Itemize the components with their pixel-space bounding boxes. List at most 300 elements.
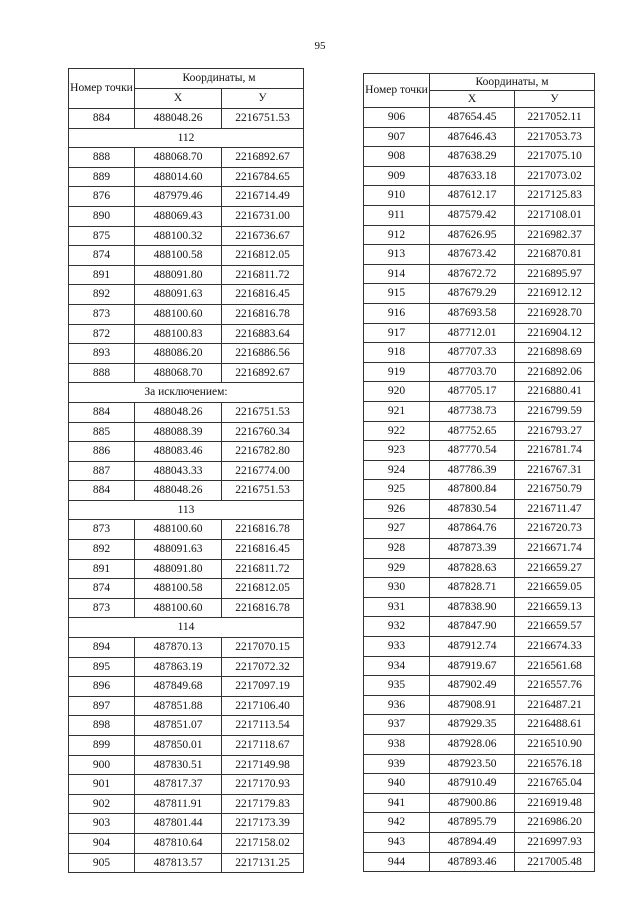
y-coordinate-cell: 2216781.74 [515,441,595,461]
point-number-cell: 893 [69,344,135,364]
y-coordinate-cell: 2216659.13 [515,597,595,617]
table-row [69,794,304,814]
table-row [69,814,304,834]
section-label: 112 [69,128,304,148]
point-number-cell: 928 [364,539,430,559]
table-row [364,108,595,128]
section-row [69,128,304,148]
x-coordinate-cell: 488100.58 [135,246,222,266]
x-coordinate-cell: 487638.29 [430,147,515,167]
table-row [364,656,595,676]
y-coordinate-cell: 2216561.68 [515,656,595,676]
x-coordinate-cell: 487847.90 [430,617,515,637]
table-row [364,558,595,578]
x-coordinate-cell: 487800.84 [430,480,515,500]
table-row [364,205,595,225]
point-number-cell: 884 [69,481,135,501]
table-row [69,696,304,716]
point-number-cell: 941 [364,793,430,813]
table-row [364,147,595,167]
x-coordinate-cell: 487633.18 [430,166,515,186]
point-number-cell: 896 [69,677,135,697]
y-coordinate-cell: 2216576.18 [515,754,595,774]
point-number-cell: 884 [69,109,135,129]
x-coordinate-cell: 487579.42 [430,205,515,225]
point-number-cell: 874 [69,579,135,599]
point-number-cell: 931 [364,597,430,617]
x-coordinate-cell: 488100.60 [135,520,222,540]
y-header: У [222,89,304,109]
x-coordinate-cell: 488043.33 [135,461,222,481]
table-row [364,480,595,500]
point-number-cell: 910 [364,186,430,206]
x-header: X [135,89,222,109]
x-coordinate-cell: 487830.51 [135,755,222,775]
point-number-cell: 934 [364,656,430,676]
y-coordinate-cell: 2216997.93 [515,832,595,852]
x-coordinate-cell: 488088.39 [135,422,222,442]
x-coordinate-cell: 488091.80 [135,559,222,579]
x-coordinate-cell: 487902.49 [430,676,515,696]
point-number-cell: 940 [364,774,430,794]
table-row [364,362,595,382]
table-row [69,853,304,873]
table-row [69,344,304,364]
table-row [364,637,595,657]
y-coordinate-cell: 2216731.00 [222,206,304,226]
point-number-cell: 942 [364,813,430,833]
x-header: X [430,91,515,108]
x-coordinate-cell: 487912.74 [430,637,515,657]
point-number-cell: 929 [364,558,430,578]
table-row [69,265,304,285]
y-coordinate-cell: 2217113.54 [222,716,304,736]
y-coordinate-cell: 2216751.53 [222,402,304,422]
y-coordinate-cell: 2216671.74 [515,539,595,559]
point-number-cell: 894 [69,638,135,658]
x-coordinate-cell: 487893.46 [430,852,515,872]
y-coordinate-cell: 2217072.32 [222,657,304,677]
table-row [364,597,595,617]
x-coordinate-cell: 487929.35 [430,715,515,735]
table-row [69,324,304,344]
table-row [69,304,304,324]
table-row [364,245,595,265]
coordinates-table-right [363,73,595,872]
table-row [364,499,595,519]
table-row [364,421,595,441]
y-coordinate-cell: 2216816.45 [222,285,304,305]
table-row [364,186,595,206]
y-coordinate-cell: 2217108.01 [515,205,595,225]
table-row [364,676,595,696]
point-number-cell: 943 [364,832,430,852]
table-row [69,442,304,462]
point-number-cell: 885 [69,422,135,442]
point-number-cell: 884 [69,402,135,422]
y-coordinate-cell: 2217097.19 [222,677,304,697]
table-row [364,813,595,833]
table-row [364,832,595,852]
point-number-cell: 919 [364,362,430,382]
x-coordinate-cell: 487679.29 [430,284,515,304]
y-coordinate-cell: 2216816.78 [222,598,304,618]
table-row [69,246,304,266]
y-coordinate-cell: 2216751.53 [222,481,304,501]
x-coordinate-cell: 487817.37 [135,775,222,795]
x-coordinate-cell: 487919.67 [430,656,515,676]
point-number-cell: 905 [69,853,135,873]
point-number-cell: 887 [69,461,135,481]
table-row [69,187,304,207]
point-number-cell: 926 [364,499,430,519]
point-number-cell: 901 [69,775,135,795]
table-row [364,578,595,598]
point-number-cell: 913 [364,245,430,265]
point-number-cell: 935 [364,676,430,696]
point-number-cell: 921 [364,401,430,421]
point-number-cell: 900 [69,755,135,775]
y-coordinate-cell: 2216674.33 [515,637,595,657]
x-coordinate-cell: 487850.01 [135,736,222,756]
x-coordinate-cell: 487801.44 [135,814,222,834]
point-number-cell: 899 [69,736,135,756]
table-row [364,323,595,343]
y-coordinate-cell: 2216870.81 [515,245,595,265]
table-row [69,638,304,658]
y-coordinate-cell: 2217052.11 [515,108,595,128]
coordinates-header: Координаты, м [135,69,304,89]
point-number-cell: 891 [69,265,135,285]
table-row [69,226,304,246]
y-coordinate-cell: 2216751.53 [222,109,304,129]
point-number-header: Номер точки [364,74,430,108]
point-number-cell: 908 [364,147,430,167]
section-label: 113 [69,500,304,520]
table-row [364,695,595,715]
x-coordinate-cell: 488100.60 [135,304,222,324]
table-row [69,206,304,226]
point-number-cell: 873 [69,598,135,618]
table-row [69,657,304,677]
y-coordinate-cell: 2217073.02 [515,166,595,186]
x-coordinate-cell: 487693.58 [430,303,515,323]
point-number-cell: 909 [364,166,430,186]
point-number-cell: 874 [69,246,135,266]
y-coordinate-cell: 2216557.76 [515,676,595,696]
table-row [69,775,304,795]
x-coordinate-cell: 488100.60 [135,598,222,618]
y-coordinate-cell: 2217131.25 [222,853,304,873]
table-row [364,264,595,284]
x-coordinate-cell: 487838.90 [430,597,515,617]
x-coordinate-cell: 487851.88 [135,696,222,716]
point-number-cell: 889 [69,167,135,187]
x-coordinate-cell: 487626.95 [430,225,515,245]
y-coordinate-cell: 2216919.48 [515,793,595,813]
y-coordinate-cell: 2217118.67 [222,736,304,756]
y-coordinate-cell: 2216487.21 [515,695,595,715]
page-number: 95 [314,40,326,52]
point-number-cell: 891 [69,559,135,579]
table-row [69,755,304,775]
x-coordinate-cell: 487672.72 [430,264,515,284]
point-number-cell: 918 [364,343,430,363]
y-coordinate-cell: 2216793.27 [515,421,595,441]
point-number-cell: 911 [364,205,430,225]
table-row [69,598,304,618]
table-row [364,225,595,245]
x-coordinate-cell: 487851.07 [135,716,222,736]
y-coordinate-cell: 2216760.34 [222,422,304,442]
y-coordinate-cell: 2216883.64 [222,324,304,344]
y-coordinate-cell: 2216895.97 [515,264,595,284]
x-coordinate-cell: 487828.63 [430,558,515,578]
y-coordinate-cell: 2216812.05 [222,246,304,266]
y-header: У [515,91,595,108]
table-row [69,461,304,481]
y-coordinate-cell: 2217070.15 [222,638,304,658]
x-coordinate-cell: 488091.63 [135,540,222,560]
y-coordinate-cell: 2216720.73 [515,519,595,539]
y-coordinate-cell: 2217173.39 [222,814,304,834]
x-coordinate-cell: 487703.70 [430,362,515,382]
y-coordinate-cell: 2217149.98 [222,755,304,775]
table-row [364,715,595,735]
point-number-cell: 897 [69,696,135,716]
y-coordinate-cell: 2216736.67 [222,226,304,246]
table-row [69,109,304,129]
y-coordinate-cell: 2216892.67 [222,148,304,168]
x-coordinate-cell: 488083.46 [135,442,222,462]
y-coordinate-cell: 2216982.37 [515,225,595,245]
x-coordinate-cell: 487654.45 [430,108,515,128]
y-coordinate-cell: 2216986.20 [515,813,595,833]
y-coordinate-cell: 2216659.05 [515,578,595,598]
y-coordinate-cell: 2216659.57 [515,617,595,637]
x-coordinate-cell: 488048.26 [135,402,222,422]
x-coordinate-cell: 487770.54 [430,441,515,461]
table-row [69,677,304,697]
table-row [364,303,595,323]
table-row [69,540,304,560]
x-coordinate-cell: 487910.49 [430,774,515,794]
y-coordinate-cell: 2216811.72 [222,265,304,285]
y-coordinate-cell: 2217005.48 [515,852,595,872]
x-coordinate-cell: 488091.63 [135,285,222,305]
x-coordinate-cell: 487612.17 [430,186,515,206]
point-number-cell: 895 [69,657,135,677]
x-coordinate-cell: 488048.26 [135,481,222,501]
y-coordinate-cell: 2216811.72 [222,559,304,579]
y-coordinate-cell: 2216912.12 [515,284,595,304]
y-coordinate-cell: 2216784.65 [222,167,304,187]
point-number-cell: 917 [364,323,430,343]
point-number-cell: 888 [69,363,135,383]
y-coordinate-cell: 2216765.04 [515,774,595,794]
table-row [69,402,304,422]
point-number-cell: 937 [364,715,430,735]
x-coordinate-cell: 488100.32 [135,226,222,246]
point-number-header: Номер точки [69,69,135,109]
x-coordinate-cell: 487894.49 [430,832,515,852]
point-number-cell: 875 [69,226,135,246]
x-coordinate-cell: 488068.70 [135,148,222,168]
y-coordinate-cell: 2216659.27 [515,558,595,578]
x-coordinate-cell: 488048.26 [135,109,222,129]
y-coordinate-cell: 2216816.78 [222,520,304,540]
y-coordinate-cell: 2217106.40 [222,696,304,716]
section-row [69,500,304,520]
y-coordinate-cell: 2216711.47 [515,499,595,519]
point-number-cell: 912 [364,225,430,245]
point-number-cell: 936 [364,695,430,715]
table-row [364,441,595,461]
point-number-cell: 925 [364,480,430,500]
point-number-cell: 873 [69,304,135,324]
table-row [364,539,595,559]
y-coordinate-cell: 2216812.05 [222,579,304,599]
point-number-cell: 916 [364,303,430,323]
x-coordinate-cell: 487810.64 [135,833,222,853]
point-number-cell: 886 [69,442,135,462]
table-row [69,520,304,540]
y-coordinate-cell: 2216816.45 [222,540,304,560]
x-coordinate-cell: 487900.86 [430,793,515,813]
y-coordinate-cell: 2216774.00 [222,461,304,481]
point-number-cell: 890 [69,206,135,226]
section-label: 114 [69,618,304,638]
x-coordinate-cell: 488069.43 [135,206,222,226]
x-coordinate-cell: 488091.80 [135,265,222,285]
point-number-cell: 930 [364,578,430,598]
point-number-cell: 944 [364,852,430,872]
table-row [69,422,304,442]
x-coordinate-cell: 488086.20 [135,344,222,364]
y-coordinate-cell: 2216880.41 [515,382,595,402]
point-number-cell: 927 [364,519,430,539]
x-coordinate-cell: 488100.83 [135,324,222,344]
table-row [364,382,595,402]
table-row [364,460,595,480]
y-coordinate-cell: 2217053.73 [515,127,595,147]
table-row [69,148,304,168]
table-row [364,617,595,637]
y-coordinate-cell: 2216898.69 [515,343,595,363]
y-coordinate-cell: 2217075.10 [515,147,595,167]
section-label: За исключением: [69,383,304,403]
x-coordinate-cell: 487786.39 [430,460,515,480]
x-coordinate-cell: 487923.50 [430,754,515,774]
point-number-cell: 906 [364,108,430,128]
table-row [364,793,595,813]
x-coordinate-cell: 488068.70 [135,363,222,383]
y-coordinate-cell: 2216816.78 [222,304,304,324]
x-coordinate-cell: 487673.42 [430,245,515,265]
x-coordinate-cell: 487707.33 [430,343,515,363]
y-coordinate-cell: 2217158.02 [222,833,304,853]
table-row [69,481,304,501]
y-coordinate-cell: 2216892.06 [515,362,595,382]
x-coordinate-cell: 487895.79 [430,813,515,833]
table-row [364,735,595,755]
table-row [364,519,595,539]
x-coordinate-cell: 487738.73 [430,401,515,421]
point-number-cell: 915 [364,284,430,304]
x-coordinate-cell: 487646.43 [430,127,515,147]
y-coordinate-cell: 2216928.70 [515,303,595,323]
x-coordinate-cell: 487863.19 [135,657,222,677]
point-number-cell: 922 [364,421,430,441]
y-coordinate-cell: 2216886.56 [222,344,304,364]
x-coordinate-cell: 487849.68 [135,677,222,697]
table-row [364,284,595,304]
x-coordinate-cell: 487752.65 [430,421,515,441]
table-row [69,167,304,187]
x-coordinate-cell: 487908.91 [430,695,515,715]
table-row [364,401,595,421]
table-row [69,716,304,736]
table-row [364,754,595,774]
y-coordinate-cell: 2216714.49 [222,187,304,207]
x-coordinate-cell: 488014.60 [135,167,222,187]
table-row [364,852,595,872]
y-coordinate-cell: 2216767.31 [515,460,595,480]
x-coordinate-cell: 487870.13 [135,638,222,658]
table-row [69,833,304,853]
point-number-cell: 938 [364,735,430,755]
point-number-cell: 920 [364,382,430,402]
table-row [69,579,304,599]
point-number-cell: 872 [69,324,135,344]
x-coordinate-cell: 487873.39 [430,539,515,559]
point-number-cell: 892 [69,540,135,560]
x-coordinate-cell: 487811.91 [135,794,222,814]
x-coordinate-cell: 487864.76 [430,519,515,539]
point-number-cell: 924 [364,460,430,480]
table-row [69,559,304,579]
x-coordinate-cell: 487813.57 [135,853,222,873]
point-number-cell: 914 [364,264,430,284]
point-number-cell: 903 [69,814,135,834]
table-row [364,774,595,794]
table-row [364,166,595,186]
point-number-cell: 888 [69,148,135,168]
table-row [364,343,595,363]
x-coordinate-cell: 487928.06 [430,735,515,755]
point-number-cell: 898 [69,716,135,736]
x-coordinate-cell: 487828.71 [430,578,515,598]
x-coordinate-cell: 487705.17 [430,382,515,402]
point-number-cell: 939 [364,754,430,774]
point-number-cell: 876 [69,187,135,207]
point-number-cell: 873 [69,520,135,540]
section-row [69,618,304,638]
x-coordinate-cell: 488100.58 [135,579,222,599]
y-coordinate-cell: 2217179.83 [222,794,304,814]
y-coordinate-cell: 2216892.67 [222,363,304,383]
point-number-cell: 933 [364,637,430,657]
y-coordinate-cell: 2216750.79 [515,480,595,500]
section-row [69,383,304,403]
coordinates-table-left [68,68,304,873]
x-coordinate-cell: 487979.46 [135,187,222,207]
point-number-cell: 892 [69,285,135,305]
y-coordinate-cell: 2217125.83 [515,186,595,206]
y-coordinate-cell: 2216488.61 [515,715,595,735]
x-coordinate-cell: 487830.54 [430,499,515,519]
y-coordinate-cell: 2217170.93 [222,775,304,795]
